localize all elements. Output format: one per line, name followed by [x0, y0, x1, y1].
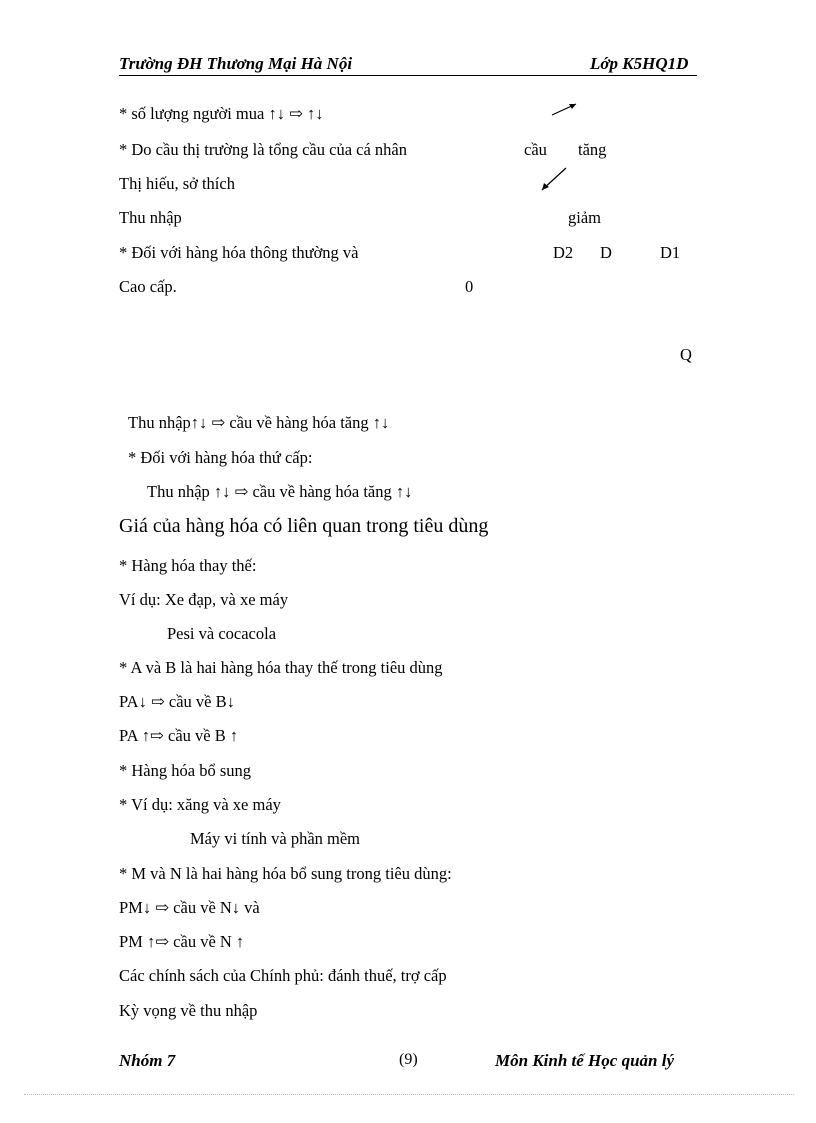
footer-right: Môn Kinh tế Học quản lý	[495, 1051, 675, 1070]
text-line: Thu nhập↑↓ ⇨ cầu về hàng hóa tăng ↑↓	[128, 413, 390, 432]
text-line: * Đối với hàng hóa thứ cấp:	[128, 448, 313, 467]
footer-left: Nhóm 7	[119, 1051, 176, 1070]
text-line: Thu nhập ↑↓ ⇨ cầu về hàng hóa tăng ↑↓	[147, 482, 413, 501]
text-line: * Hàng hóa bổ sung	[119, 761, 251, 780]
label-origin: 0	[465, 277, 474, 296]
text-line: PM↓ ⇨ cầu về N↓ và	[119, 898, 260, 917]
text-line: * A và B là hai hàng hóa thay thế trong tiêu dùng	[119, 658, 443, 677]
text-line: * Hàng hóa thay thế:	[119, 556, 257, 575]
text-line: PM ↑⇨ cầu về N ↑	[119, 932, 245, 951]
text-line: * số lượng người mua ↑↓ ⇨ ↑↓	[119, 104, 324, 123]
text-line: Thị hiếu, sở thích	[119, 174, 235, 193]
text-line: Thu nhập	[119, 208, 182, 227]
text-line: * Đối với hàng hóa thông thường và	[119, 243, 359, 262]
label-q: Q	[680, 345, 692, 364]
text-line: PA↓ ⇨ cầu về B↓	[119, 692, 235, 711]
text-line: Pesi và cocacola	[167, 624, 277, 643]
text-line: * Ví dụ: xăng và xe máy	[119, 795, 281, 814]
header-left: Trường ĐH Thương Mại Hà Nội	[119, 54, 353, 73]
text-line: Kỳ vọng về thu nhập	[119, 1001, 258, 1020]
text-line: Ví dụ: Xe đạp, và xe máy	[119, 590, 289, 609]
text-line: Cao cấp.	[119, 277, 177, 296]
text-line: * Do cầu thị trường là tổng cầu của cá nhân	[119, 140, 407, 159]
text-line: * M và N là hai hàng hóa bổ sung trong tiêu dùng:	[119, 864, 452, 883]
section-heading: Giá của hàng hóa có liên quan trong tiêu dùng	[119, 515, 489, 537]
label-cau: cầu	[524, 140, 547, 159]
header-rule	[119, 75, 697, 76]
text-line: Các chính sách của Chính phủ: đánh thuế, trợ cấp	[119, 966, 447, 985]
label-d: D	[600, 243, 612, 262]
bottom-dotted-rule	[24, 1094, 794, 1095]
label-tang: tăng	[578, 140, 607, 159]
label-d1: D1	[660, 243, 681, 262]
header-right: Lớp K5HQ1D	[590, 54, 689, 73]
text-line: PA ↑⇨ cầu về B ↑	[119, 726, 239, 745]
label-d2: D2	[553, 243, 574, 262]
text-line: Máy vi tính và phần mềm	[190, 829, 361, 848]
page-number: (9)	[399, 1051, 418, 1068]
label-giam: giảm	[568, 208, 601, 227]
